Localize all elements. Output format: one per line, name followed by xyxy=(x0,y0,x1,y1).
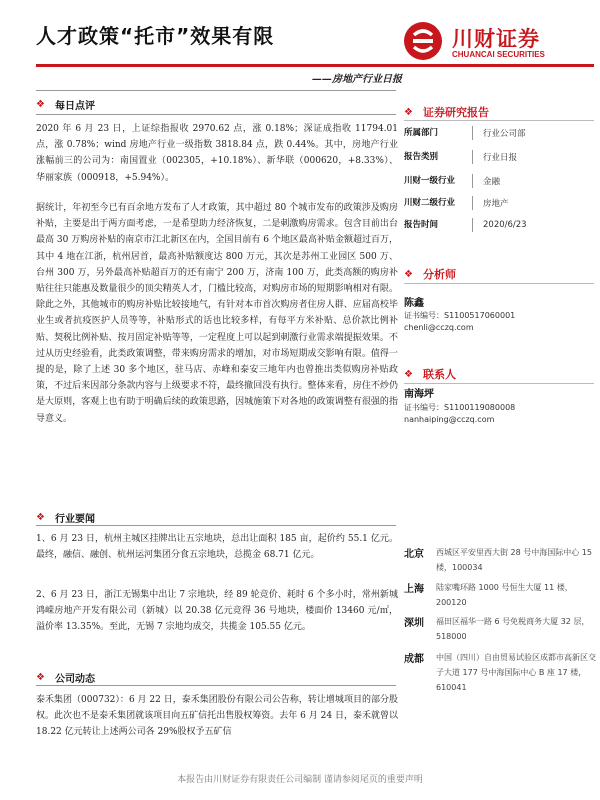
info-value: 行业日报 xyxy=(483,153,518,163)
company-news-heading-text: 公司动态 xyxy=(54,674,95,685)
section-rule xyxy=(36,525,396,526)
report-subtitle: ——房地产行业日报 xyxy=(312,74,402,85)
report-info-row xyxy=(404,214,594,236)
info-label: 报告类别 xyxy=(404,150,473,164)
office-city: 北京 xyxy=(404,549,424,560)
page-footer: 本报告由川财证券有限责任公司编制 谨请参阅尾页的重要声明 xyxy=(177,775,423,785)
contact-email[interactable]: nanhaiping@cczq.com xyxy=(404,415,495,424)
diamond-bullet-icon: ❖ xyxy=(36,99,45,110)
logo-emblem-icon xyxy=(404,22,442,60)
logo-name: 川财证券 xyxy=(452,27,540,51)
diamond-bullet-icon: ❖ xyxy=(404,368,413,380)
report-info-row xyxy=(404,170,594,192)
sidebar-rule xyxy=(404,120,594,121)
header-rule xyxy=(36,64,594,67)
info-label: 报告时间 xyxy=(404,218,473,232)
daily-comment-paragraph-2: 据统计，年初至今已有百余地方发布了人才政策，其中超过 80 个城市发布的政策涉及购房补贴，主要是出于两方面考虑，一是希望助力经济恢复，二是刺激购房需求。包含目前出台最高 30 万购房补贴的南京市江北新区在内，全国目前有 6 个地区最高补贴金额超过百万，其中 4 地在江浙，杭州居首，最高补贴额度达 800 万元，其次是苏州工业园区 500 万、台州 300 万，另外最高补贴超百万的还有南宁 200 万，济南 100 万，此类高额的购房补贴往往只能惠及数量很少的顶尖精英人才，门槛比较高，对购房市场的短期影响相对有限。除此之外，其他城市的购房补贴比较接地气，有针对本市首次购房者住房人群、应届高校毕业生或者抗疫医护人员等等，补贴形式的话也比较多样，有每平方米补贴、总价款比例补贴、契税比例补贴、按月固定补贴等等，一定程度上可以起到刺激行业需求端提振效果。不过从历史经验看，此类政策调整，带来购房需求的增加，对市场短期成交影响有限。值得一提的是，除了上述 30 多个地区，驻马店、赤峰和泰安三地年内也曾推出类似购房补贴政策，不过后来因部分条款内容与上级要求不符，最终撤回没有执行。整体来看，房住不炒仍是大原则，客观上也有助于明确后续的政策思路，因城施策下对各地的政策调整有很强的指导意义。 xyxy=(36,203,398,424)
report-info-row xyxy=(404,122,594,144)
analyst-email[interactable]: chenli@cczq.com xyxy=(404,323,474,332)
section-rule xyxy=(36,685,396,686)
report-info-row xyxy=(404,146,594,168)
report-info-row xyxy=(404,192,594,214)
office-city: 上海 xyxy=(404,584,424,595)
industry-news-paragraph-2: 2、6 月 23 日，浙江无锡集中出让 7 宗地块，经 89 轮竞价、耗时 6 个多小时，常州新城鸿嵘房地产开发有限公司（新城）以 20.38 亿元竞得 36 号地块，楼面价 13460 元/㎡，溢价率 13.35%。至此，无锡 7 宗地均成交，共揽金 105.55 亿元。 xyxy=(36,590,398,633)
info-label: 川财二级行业 xyxy=(404,196,473,210)
report-info-heading xyxy=(404,104,489,120)
logo-english-name: CHUANCAI SECURITIES xyxy=(452,50,545,59)
report-info-heading-text: 证券研究报告 xyxy=(422,106,489,119)
info-label: 所属部门 xyxy=(404,126,473,140)
company-news-heading xyxy=(36,670,95,685)
industry-news-heading xyxy=(36,510,95,525)
office-address: 福田区福华一路 6 号免税商务大厦 32 层，518000 xyxy=(436,617,590,641)
subtitle-rule xyxy=(36,90,396,91)
office-address: 中国（四川）自由贸易试验区成都市高新区交子大道 177 号中海国际中心 B 座 17 楼，610041 xyxy=(436,653,596,692)
analyst-heading-text: 分析师 xyxy=(422,268,456,281)
info-value: 行业公司部 xyxy=(483,129,526,139)
info-value: 2020/6/23 xyxy=(483,220,527,230)
daily-comment-heading xyxy=(36,97,95,112)
contact-name: 南海坪 xyxy=(404,389,434,400)
diamond-bullet-icon: ❖ xyxy=(36,672,45,683)
industry-news-heading-text: 行业要闻 xyxy=(54,514,95,525)
office-address: 陆家嘴环路 1000 号恒生大厦 11 楼，200120 xyxy=(436,583,573,607)
diamond-bullet-icon: ❖ xyxy=(404,268,413,280)
company-logo xyxy=(404,22,594,62)
info-label: 川财一级行业 xyxy=(404,174,473,188)
contact-heading xyxy=(404,366,456,382)
page-title: 人才政策“托市”效果有限 xyxy=(36,24,275,48)
contact-certificate: 证书编号：S1100119080008 xyxy=(404,403,516,412)
sidebar-rule xyxy=(404,283,594,284)
diamond-bullet-icon: ❖ xyxy=(36,512,45,523)
contact-heading-text: 联系人 xyxy=(422,368,456,381)
office-city: 深圳 xyxy=(404,618,424,629)
daily-comment-paragraph-1: 2020 年 6 月 23 日，上证综指报收 2970.62 点，涨 0.18%；深证成指收 11794.01 点，涨 0.78%；wind 房地产行业一级指数 3818.84 点，跌 0.44%。其中，房地产行业涨幅前三的公司为：南国置业（002305，+10.18%）、新华联（000620，+8.33%）、华丽家族（000918，+5.94%）。 xyxy=(36,124,398,183)
diamond-bullet-icon: ❖ xyxy=(404,106,413,118)
section-rule xyxy=(36,114,396,115)
analyst-certificate: 证书编号：S1100517060001 xyxy=(404,311,516,320)
info-value: 房地产 xyxy=(483,199,509,209)
info-value: 金融 xyxy=(483,177,501,187)
company-news-paragraph-1: 泰禾集团（000732）：6 月 22 日，泰禾集团股份有限公司公告称，转让增城项目的部分股权。此次也不是泰禾集团就该项目向五矿信托出售股权筹资。去年 6 月 24 日，泰禾就曾以 18.22 亿元转让上述两公司各 29%股权予五矿信 xyxy=(36,695,398,738)
analyst-heading xyxy=(404,266,456,282)
analyst-name: 陈鑫 xyxy=(404,298,424,309)
daily-comment-heading-text: 每日点评 xyxy=(54,101,95,112)
office-city: 成都 xyxy=(404,654,424,665)
office-address: 西城区平安里西大街 28 号中海国际中心 15 楼，100034 xyxy=(436,548,592,572)
sidebar-rule xyxy=(404,383,594,384)
industry-news-paragraph-1: 1、6 月 23 日，杭州主城区挂牌出让五宗地块，总出让面积 185 亩，起价约 55.1 亿元。最终，融信、融创、杭州运河集团分食五宗地块，总揽金 68.71 亿元。 xyxy=(36,534,398,561)
